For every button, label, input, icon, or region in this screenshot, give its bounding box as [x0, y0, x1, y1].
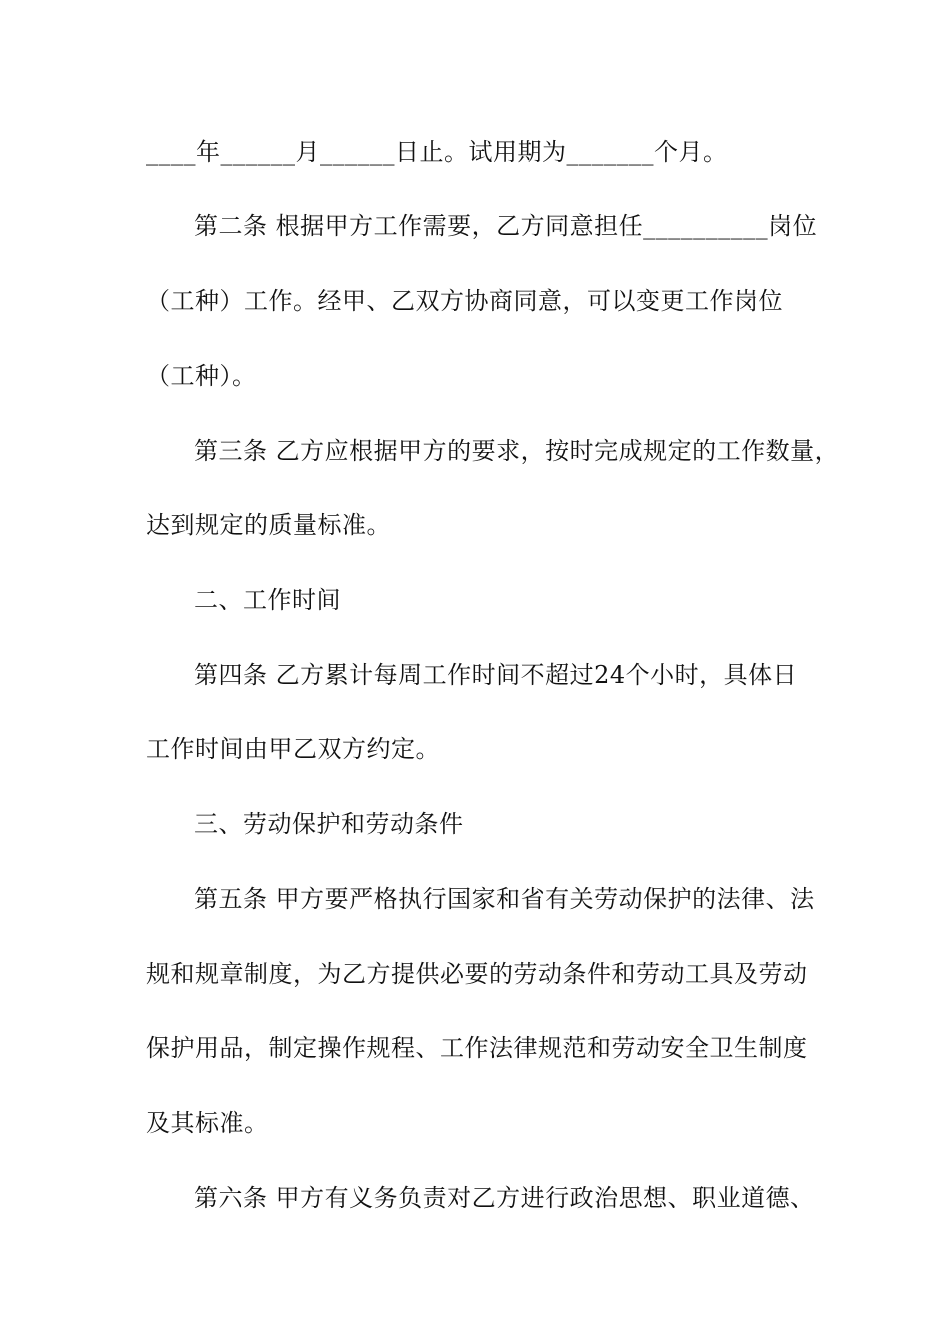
section-heading-working-hours: 二、工作时间 [194, 586, 341, 614]
text-line-article-3: 第三条 乙方应根据甲方的要求，按时完成规定的工作数量， [194, 437, 840, 465]
text-line-article-4-end: 工作时间由甲乙双方约定。 [146, 735, 440, 763]
text-line-article-5-cont-1: 规和规章制度，为乙方提供必要的劳动条件和劳动工具及劳动 [146, 960, 808, 988]
text-line-article-2-end: （工种）。 [146, 362, 257, 390]
section-heading-labor-protection: 三、劳动保护和劳动条件 [194, 810, 464, 838]
text-line-article-5-cont-2: 保护用品，制定操作规程、工作法律规范和劳动安全卫生制度 [146, 1034, 808, 1062]
text-line-trial-period: ____年______月______日止。试用期为_______个月。 [146, 138, 728, 166]
text-line-article-4: 第四条 乙方累计每周工作时间不超过24个小时，具体日 [194, 661, 798, 689]
text-line-article-2: 第二条 根据甲方工作需要，乙方同意担任__________岗位 [194, 212, 818, 240]
text-line-article-5: 第五条 甲方要严格执行国家和省有关劳动保护的法律、法 [194, 885, 815, 913]
text-line-article-5-end: 及其标准。 [146, 1109, 269, 1137]
text-line-article-3-end: 达到规定的质量标准。 [146, 511, 391, 539]
text-line-article-6: 第六条 甲方有义务负责对乙方进行政治思想、职业道德、 [194, 1184, 815, 1212]
text-line-article-2-cont: （工种）工作。经甲、乙双方协商同意，可以变更工作岗位 [146, 287, 783, 315]
